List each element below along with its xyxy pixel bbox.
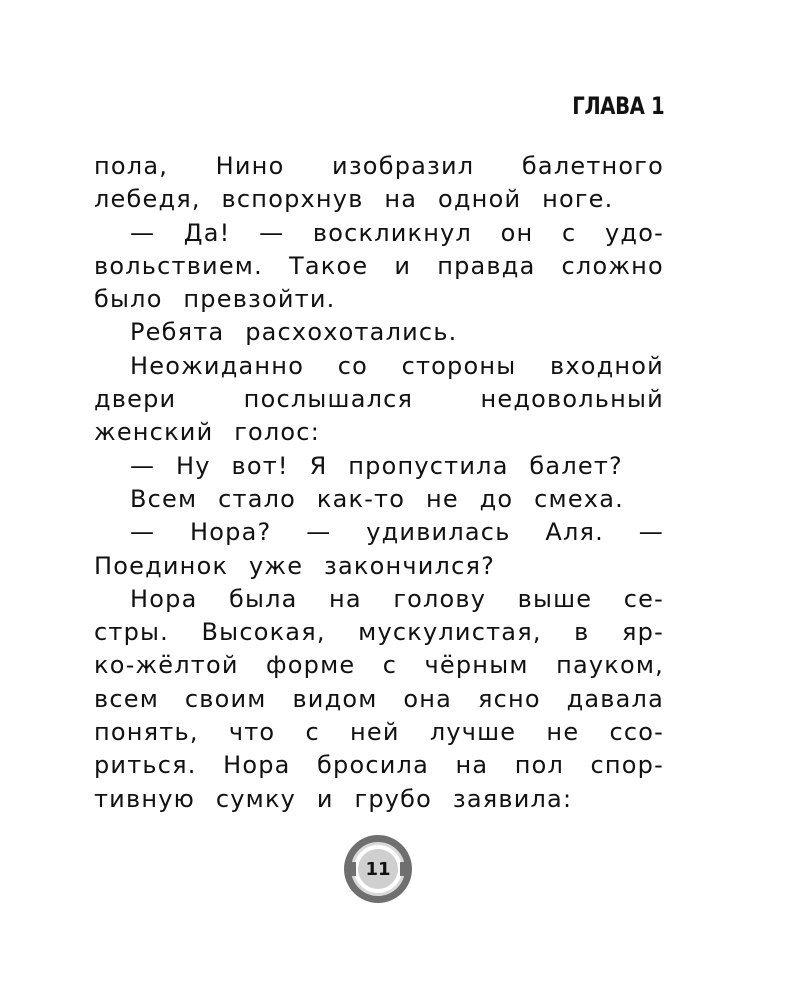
text-line: — Да! — воскликнул он с удо- xyxy=(130,218,664,247)
text-line: пола, Нино изобразил балетного xyxy=(94,152,664,180)
chapter-header: ГЛАВА 1 xyxy=(571,92,664,120)
page-number-badge xyxy=(344,835,412,903)
text-line: было превзойти. xyxy=(94,285,336,314)
text-line: стры. Высокая, мускулистая, в яр- xyxy=(94,618,664,647)
page-number: 11 xyxy=(358,849,398,889)
text-line: Неожиданно со стороны входной xyxy=(130,351,664,380)
badge-ring xyxy=(351,842,405,896)
text-line: женский голос: xyxy=(94,418,320,447)
text-line: ко-жёлтой форме с чёрным пауком, xyxy=(94,651,664,680)
text-line: понять, что с ней лучше не ссо- xyxy=(94,718,664,747)
text-line: Поединок уже закончился? xyxy=(94,551,496,580)
text-line: — Ну вот! Я пропустила балет? xyxy=(130,451,623,480)
text-line: лебедя, вспорхнув на одной ноге. xyxy=(94,185,614,214)
text-line: вольствием. Такое и правда сложно xyxy=(94,251,664,280)
text-line: — Нора? — удивилась Аля. — xyxy=(130,518,664,547)
text-line: двери послышался недовольный xyxy=(94,385,664,414)
text-line: Ребята расхохотались. xyxy=(130,318,458,347)
text-line: риться. Нора бросила на пол спор- xyxy=(94,751,664,780)
body-text xyxy=(94,150,664,816)
text-line: всем своим видом она ясно давала xyxy=(94,684,664,713)
text-line: Всем стало как-то не до смеха. xyxy=(130,484,624,513)
text-line: тивную сумку и грубо заявила: xyxy=(94,784,573,813)
text-line: Нора была на голову выше се- xyxy=(130,584,664,613)
